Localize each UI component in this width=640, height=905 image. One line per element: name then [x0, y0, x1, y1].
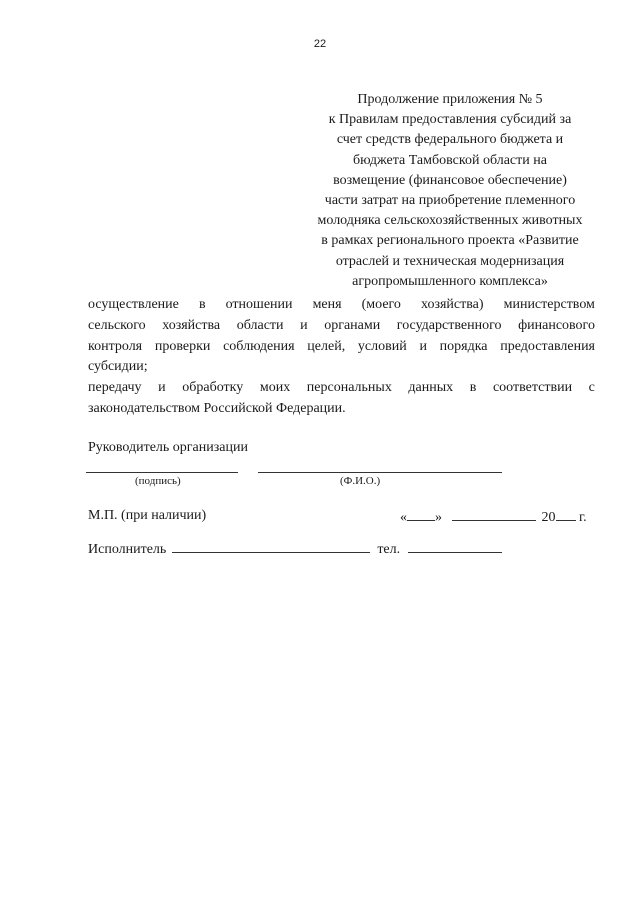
- appendix-line: счет средств федерального бюджета и: [336, 132, 564, 148]
- word: хозяйства: [162, 317, 221, 333]
- month-blank: [452, 508, 536, 521]
- text-line: [88, 378, 595, 399]
- appendix-line: части затрат на приобретение племенного: [324, 193, 576, 209]
- word: персональных: [306, 380, 392, 396]
- word: и: [158, 380, 166, 396]
- signature-line: [86, 472, 238, 473]
- appendix-line: возмещение (финансовое обеспечение): [333, 172, 567, 188]
- appendix-line: агропромышленного комплекса»: [352, 273, 548, 289]
- word: целей,: [307, 338, 346, 354]
- appendix-line: Продолжение приложения № 5: [357, 92, 543, 107]
- word: передачу: [88, 380, 142, 396]
- word: министерством: [503, 297, 595, 312]
- word: контроля: [88, 338, 143, 354]
- word: соблюдения: [223, 338, 295, 354]
- word: государственного: [396, 317, 502, 333]
- appendix-heading: [300, 90, 600, 292]
- word: и: [300, 317, 308, 333]
- word: (моего: [361, 297, 401, 312]
- word: финансового: [518, 317, 595, 333]
- appendix-line: в рамках регионального проекта «Развитие: [321, 233, 579, 249]
- word: порядка: [439, 338, 488, 354]
- year-suffix: г.: [579, 510, 587, 525]
- word: осуществление: [88, 297, 179, 312]
- full-name-line: [258, 472, 502, 473]
- phone-label: тел.: [377, 542, 401, 557]
- year-blank: [556, 508, 576, 521]
- executor-line: [88, 540, 502, 558]
- day-blank: [407, 508, 435, 521]
- appendix-line: к Правилам предоставления субсидий за: [328, 112, 572, 128]
- word: в: [469, 380, 477, 396]
- consent-text: [88, 295, 595, 420]
- phone-blank: [408, 540, 502, 553]
- date-close-quote: »: [435, 510, 442, 525]
- word: области: [236, 317, 284, 333]
- word: предоставления: [500, 338, 595, 354]
- word: сельского: [88, 317, 146, 333]
- word: меня: [312, 297, 342, 312]
- word: условий: [357, 338, 407, 354]
- word: проверки: [154, 338, 211, 354]
- word: моих: [259, 380, 291, 396]
- full-name-caption: (Ф.И.О.): [340, 475, 381, 487]
- word: обработку: [182, 380, 244, 396]
- appendix-line: молодняка сельскохозяйственных животных: [317, 213, 583, 229]
- word: с: [588, 380, 595, 396]
- appendix-line: бюджета Тамбовской области на: [353, 152, 547, 168]
- date-line: [400, 508, 587, 526]
- word: хозяйства): [420, 297, 484, 312]
- head-of-organization-label: Руководитель организации: [88, 440, 248, 455]
- word: и: [419, 338, 427, 354]
- signature-caption: (подпись): [135, 475, 181, 487]
- executor-label: Исполнитель: [88, 542, 167, 557]
- date-open-quote: «: [400, 510, 407, 525]
- page-number: 22: [313, 38, 327, 50]
- executor-blank: [172, 540, 370, 553]
- text-line-last: субсидии;: [88, 359, 148, 375]
- word: в: [198, 297, 206, 312]
- text-line: [88, 337, 595, 358]
- word: соответствии: [492, 380, 573, 396]
- text-line: [88, 316, 595, 337]
- text-line: [88, 295, 595, 316]
- stamp-label: М.П. (при наличии): [88, 508, 207, 523]
- word: органами: [324, 317, 381, 333]
- text-line-last: законодательством Российской Федерации.: [88, 400, 346, 416]
- year-prefix: 20: [541, 510, 556, 525]
- word: данных: [408, 380, 454, 396]
- appendix-line: отраслей и техническая модернизация: [335, 253, 565, 269]
- word: отношении: [225, 297, 293, 312]
